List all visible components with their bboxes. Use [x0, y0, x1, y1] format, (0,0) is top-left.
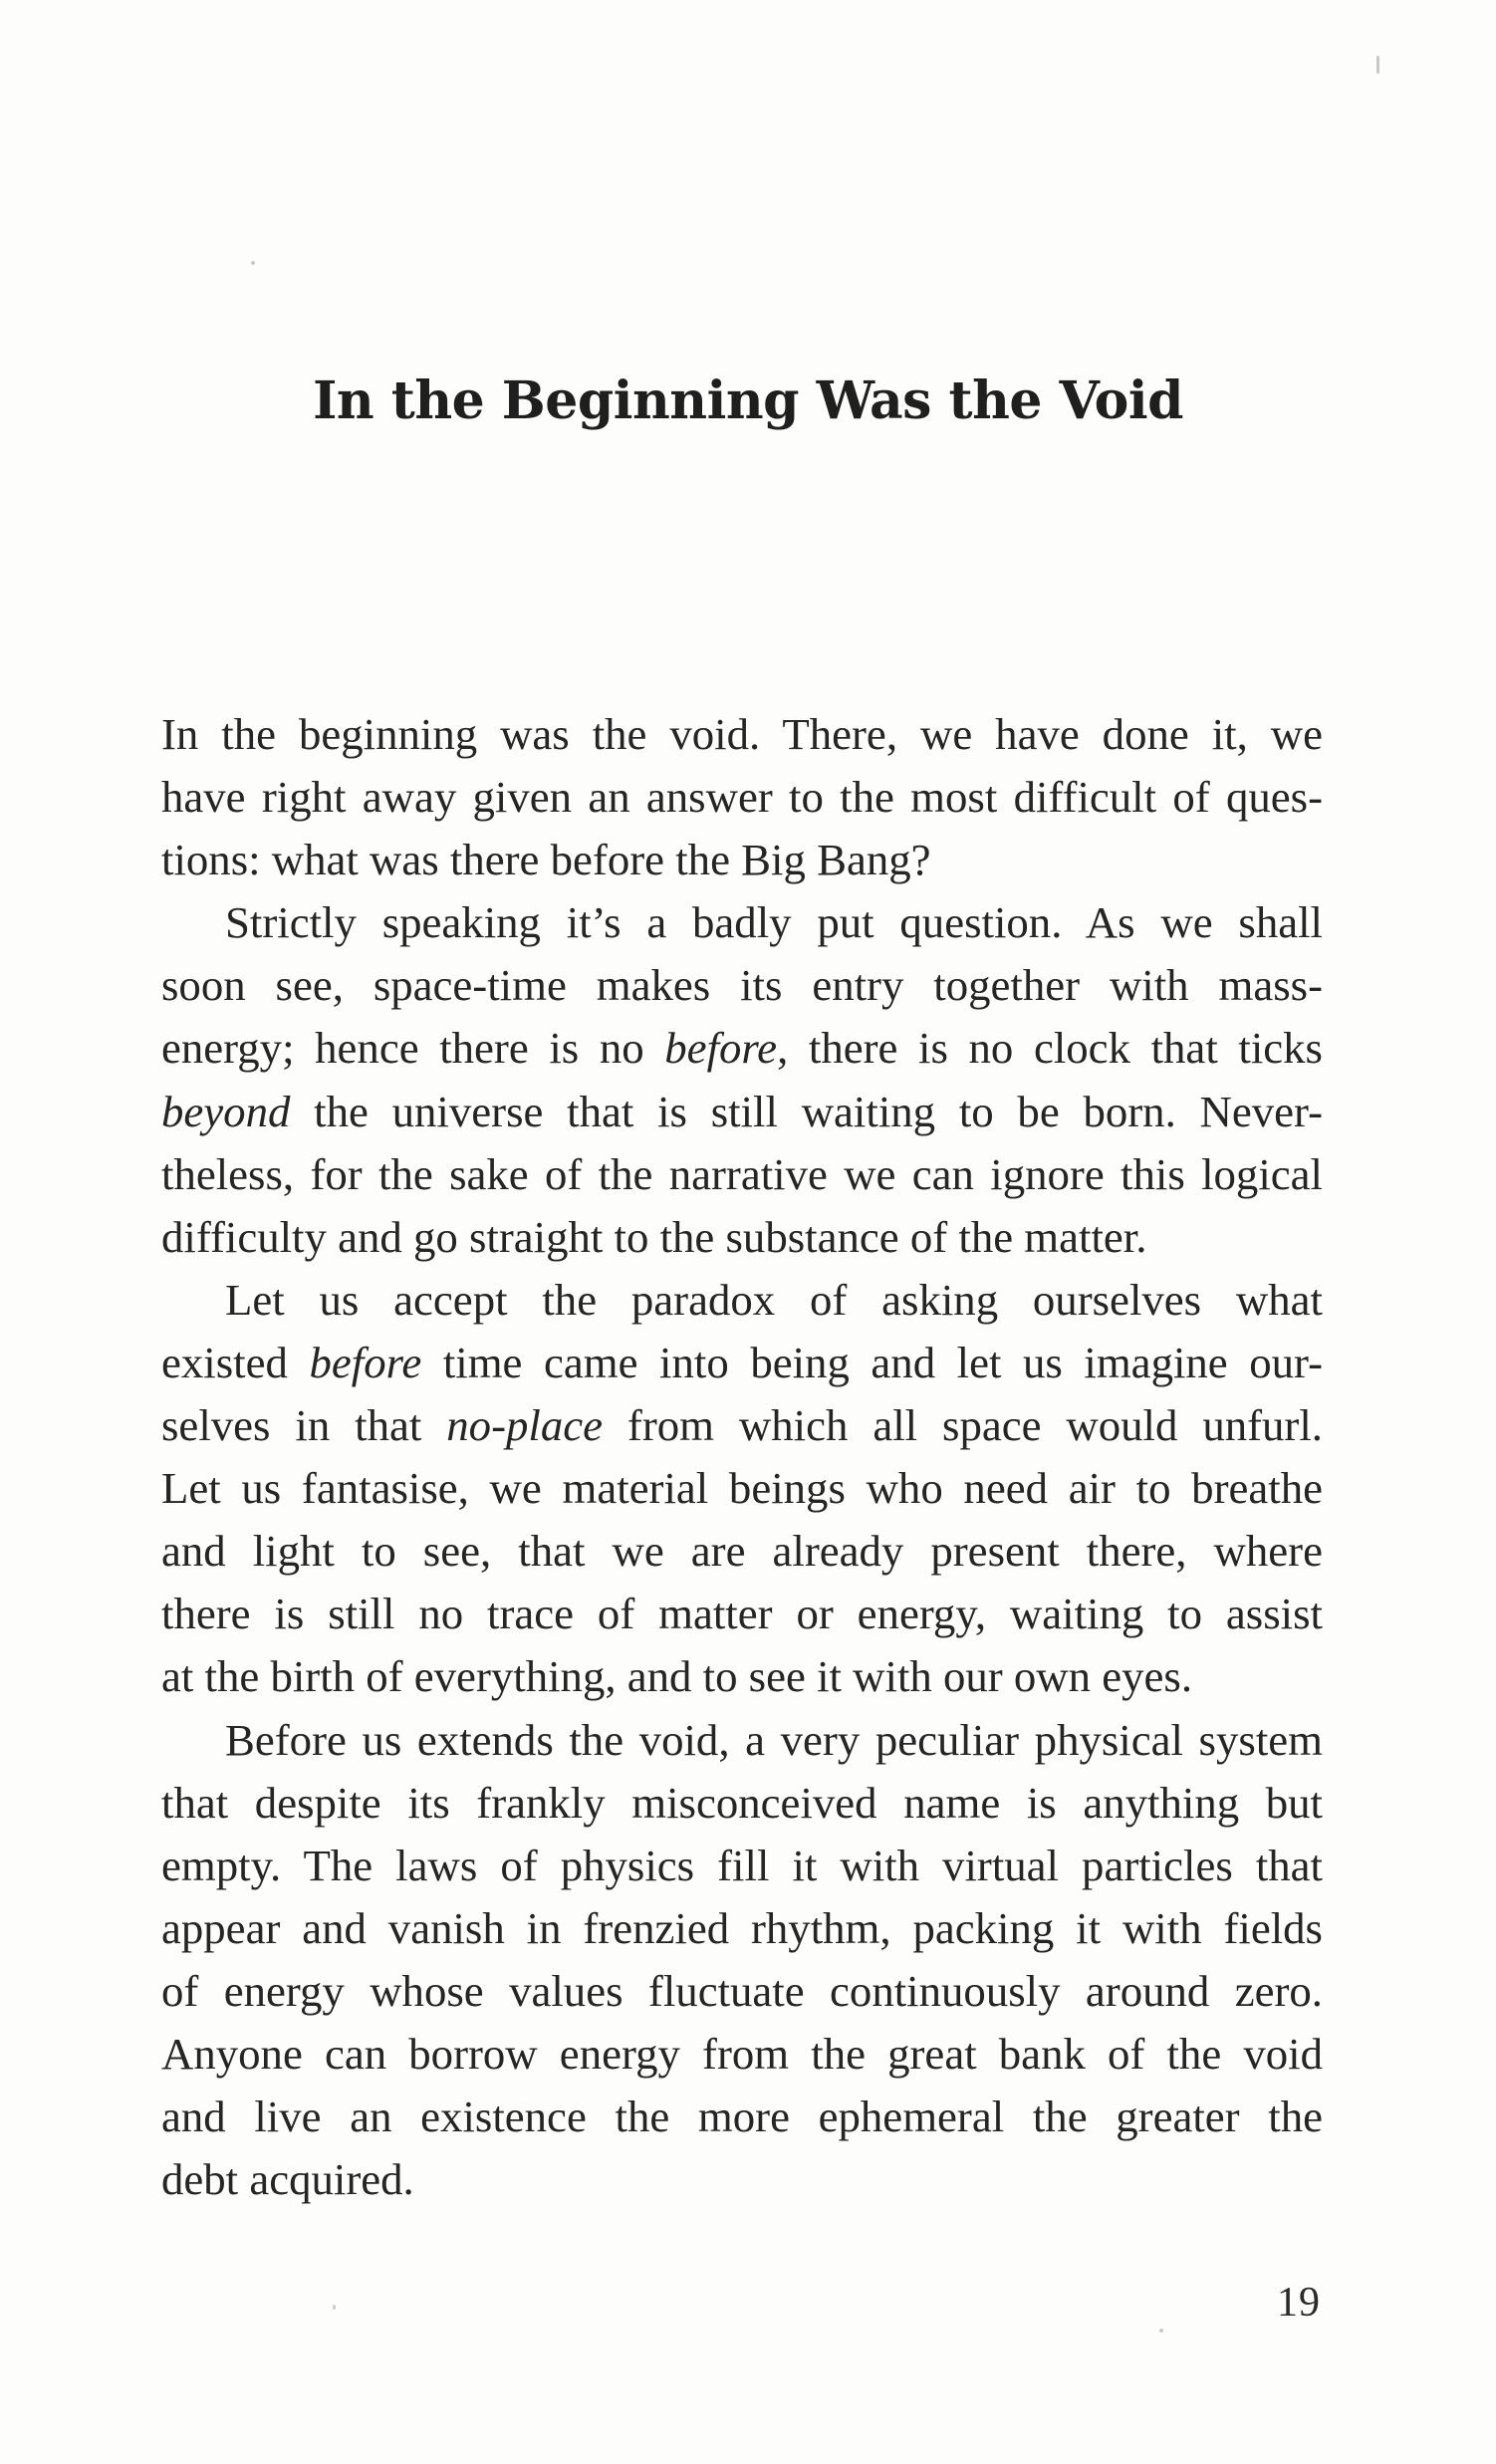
text-line: empty. The laws of physics fill it with virtual particles that: [161, 1840, 1323, 1890]
text-line: soon see, space-time makes its entry together with mass-: [161, 960, 1323, 1011]
text-line: difficulty and go straight to the substance of the matter.: [161, 1211, 1147, 1262]
chapter-title: In the Beginning Was the Void: [313, 370, 1183, 431]
text-line: that despite its frankly misconceived name is anything but: [161, 1777, 1323, 1828]
text-line: of energy whose values fluctuate continuously around zero.: [161, 1965, 1323, 2016]
text-line: selves in that no-place from which all space would unfurl.: [161, 1400, 1323, 1451]
text-line: Let us fantasise, we material beings who need air to breathe: [161, 1463, 1323, 1514]
text-line: existed before time came into being and let us imagine our-: [161, 1337, 1323, 1387]
text-line: Let us accept the paradox of asking ourselves what: [225, 1274, 1323, 1325]
scan-speck: [333, 2305, 336, 2310]
text-line: energy; hence there is no before, there is no clock that ticks: [161, 1023, 1323, 1074]
text-line: and light to see, that we are already present there, where: [161, 1526, 1323, 1577]
text-line: debt acquired.: [161, 2154, 414, 2205]
text-line: appear and vanish in frenzied rhythm, packing it with fields: [161, 1902, 1323, 1953]
scan-speck: [1159, 2329, 1163, 2333]
body-text: [161, 703, 1323, 2211]
text-line: there is still no trace of matter or energy, waiting to assist: [161, 1589, 1323, 1639]
text-line: Anyone can borrow energy from the great bank of the void: [161, 2028, 1323, 2079]
text-line: In the beginning was the void. There, we have done it, we: [161, 709, 1323, 759]
text-line: beyond the universe that is still waiting to be born. Never-: [161, 1086, 1323, 1136]
page-number: 19: [1277, 2280, 1321, 2326]
scan-speck: [1376, 56, 1379, 74]
emphasis: no-place: [446, 1400, 603, 1451]
text-line: have right away given an answer to the most difficult of ques-: [161, 772, 1323, 823]
text-line: tions: what was there before the Big Bang?: [161, 835, 931, 885]
emphasis: beyond: [161, 1086, 291, 1136]
text-line: and live an existence the more ephemeral the greater the: [161, 2092, 1323, 2142]
emphasis: before: [309, 1337, 422, 1387]
text-line: at the birth of everything, and to see it with our own eyes.: [161, 1651, 1193, 1702]
text-line: Strictly speaking it’s a badly put question. As we shall: [225, 897, 1323, 948]
text-line: Before us extends the void, a very peculiar physical system: [225, 1714, 1323, 1765]
text-line: theless, for the sake of the narrative we can ignore this logical: [161, 1148, 1323, 1199]
emphasis: before: [664, 1023, 778, 1074]
scan-speck: [251, 261, 255, 265]
